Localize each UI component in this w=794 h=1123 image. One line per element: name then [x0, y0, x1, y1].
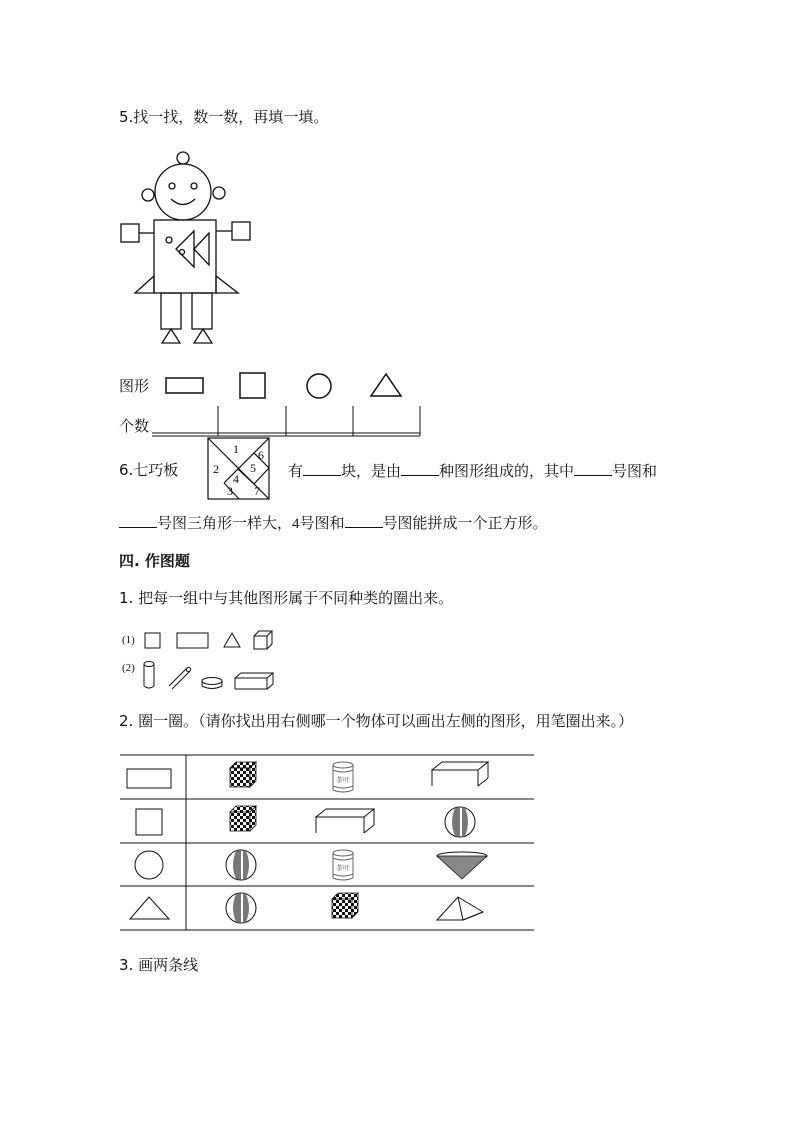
ball-icon — [226, 893, 256, 923]
tangram-num-6: 6 — [258, 448, 264, 462]
q6-line2-a: 号图三角形一样大， — [157, 514, 293, 532]
shape-row — [0, 360, 794, 450]
q6-line2 — [119, 512, 548, 534]
table-box-icon — [432, 762, 488, 786]
shape-row-label: 图形 — [119, 377, 150, 395]
circle-icon — [135, 851, 163, 879]
rubik-cube-icon — [332, 893, 358, 918]
q1-shapes — [0, 620, 794, 700]
ball-icon — [445, 807, 475, 837]
table-box-icon — [316, 809, 374, 833]
answer-blank[interactable] — [345, 512, 383, 528]
tangram-num-2: 2 — [213, 462, 219, 476]
q6-line1-c: 种图形组成的，其中 — [439, 462, 575, 480]
q2-title: 2. 圈一圈。（请你找出用右侧哪一个物体可以画出左侧的图形，用笔圈出来。） — [119, 712, 634, 730]
robot-figure — [0, 0, 794, 360]
rectangle-icon — [166, 378, 203, 393]
ball-icon — [226, 850, 256, 880]
answer-blank[interactable] — [119, 512, 157, 528]
tea-can-label: 茶叶 — [336, 776, 350, 784]
cube-icon — [254, 631, 272, 649]
rubik-cube-icon — [230, 806, 256, 831]
group1-label: (1) — [122, 634, 135, 646]
q6-line2-num: 4 — [292, 516, 300, 532]
rectangle-icon — [177, 633, 208, 648]
q6-line2-b: 号图和 — [299, 514, 345, 532]
tangram-num-5: 5 — [250, 461, 256, 475]
q5-title: 5.找一找，数一数，再填一填。 — [119, 108, 329, 126]
cylinder-icon — [144, 662, 154, 689]
tangram-num-3: 3 — [227, 484, 233, 498]
stick-icon — [169, 667, 191, 689]
q6-line1 — [288, 460, 657, 481]
tangram-num-4: 4 — [233, 472, 239, 486]
q6-line1-b: 块，是由 — [341, 462, 402, 480]
coin-icon — [202, 678, 222, 689]
tangram-figure — [208, 438, 270, 500]
q1-title: 1. 把每一组中与其他图形属于不同种类的圈出来。 — [119, 589, 454, 607]
triangle-icon — [224, 633, 240, 647]
answer-blank[interactable] — [401, 460, 439, 476]
triangle-icon — [130, 897, 169, 919]
q6-line1-a: 有 — [288, 462, 304, 480]
triangular-prism-icon — [437, 897, 483, 920]
tea-can-label: 茶叶 — [336, 864, 350, 872]
q2-table — [0, 750, 794, 940]
q6-label: 6.七巧板 — [119, 461, 179, 479]
answer-blank[interactable] — [574, 460, 612, 476]
square-icon — [145, 633, 160, 648]
tangram-num-1: 1 — [233, 442, 239, 456]
answer-blank[interactable] — [303, 460, 341, 476]
rectangle-icon — [127, 769, 171, 788]
q6-line1-d: 号图和 — [612, 462, 658, 480]
circle-icon — [307, 374, 331, 398]
cuboid-icon — [235, 673, 273, 689]
count-row-label: 个数 — [119, 417, 150, 435]
square-icon — [240, 373, 265, 398]
rubik-cube-icon — [230, 762, 256, 787]
q3-title: 3. 画两条线 — [119, 956, 199, 974]
group2-label: (2) — [122, 662, 135, 674]
tangram-num-7: 7 — [254, 484, 260, 498]
q6-line2-c: 号图能拼成一个正方形。 — [382, 514, 548, 532]
cone-icon — [437, 852, 487, 879]
triangle-icon — [371, 374, 401, 396]
square-icon — [136, 809, 162, 835]
section-title: 四. 作图题 — [119, 552, 190, 570]
